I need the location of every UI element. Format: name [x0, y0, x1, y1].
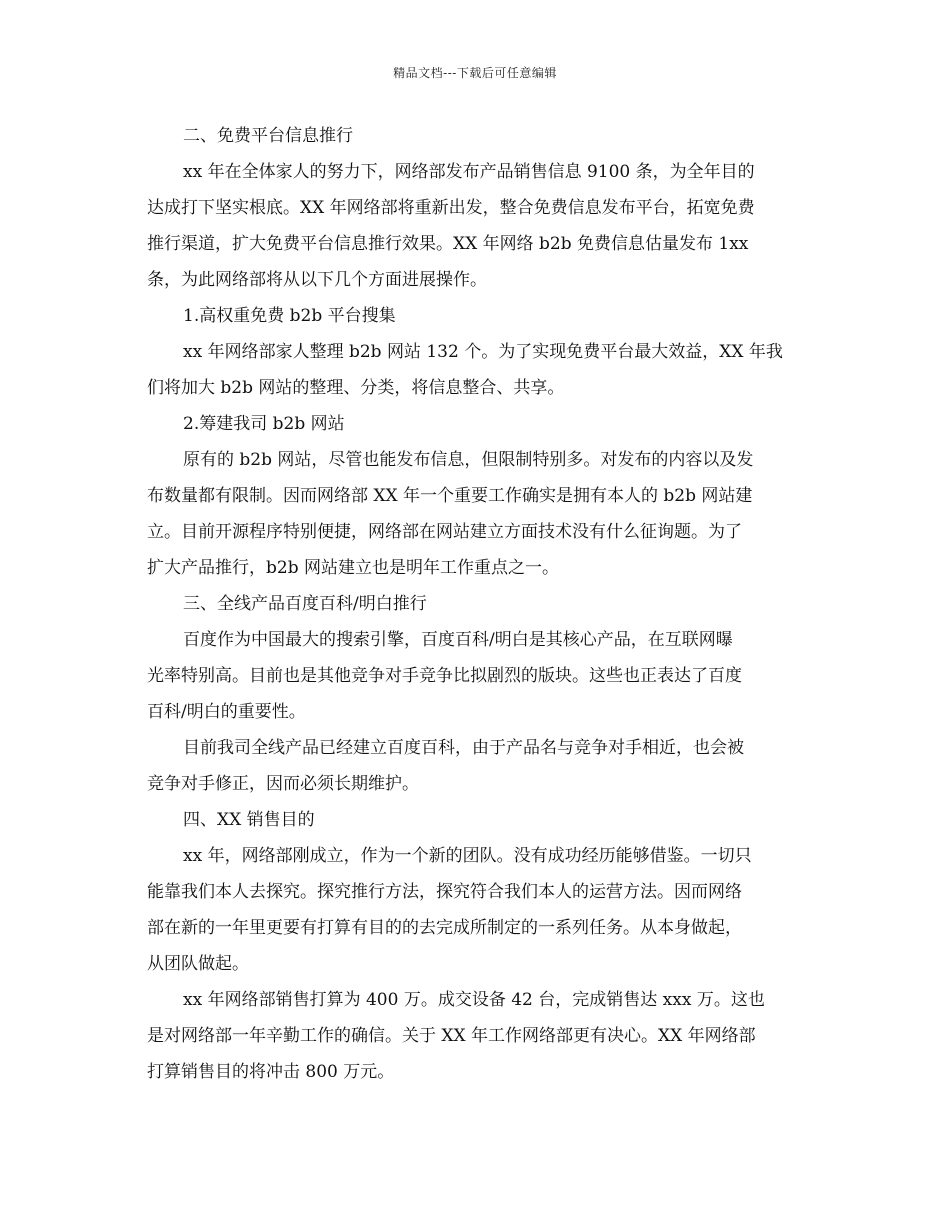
text-line: 原有的 b2b 网站，尽管也能发布信息，但限制特别多。对发布的内容以及发: [183, 450, 754, 470]
text-line: 目前我司全线产品已经建立百度百科，由于产品名与竞争对手相近，也会被: [183, 738, 744, 758]
text-line: 从团队做起。: [147, 954, 249, 974]
paragraph: [147, 442, 807, 586]
subheading-b2b-website: [147, 406, 807, 442]
text-line: 1.高权重免费 b2b 平台搜集: [183, 306, 396, 326]
paragraph: [147, 838, 807, 982]
paragraph: [147, 730, 807, 802]
paragraph: [147, 154, 807, 298]
text-line: xx 年网络部家人整理 b2b 网站 132 个。为了实现免费平台最大效益，XX 年我: [183, 342, 783, 362]
section-heading-baidu-baike: [147, 586, 807, 622]
text-line: 二、免费平台信息推行: [183, 126, 353, 146]
text-line: xx 年在全体家人的努力下，网络部发布产品销售信息 9100 条，为全年目的: [183, 162, 755, 182]
subheading-b2b-collection: [147, 298, 807, 334]
text-line: 打算销售目的将冲击 800 万元。: [147, 1062, 395, 1082]
paragraph: [147, 982, 807, 1090]
text-line: xx 年网络部销售打算为 400 万。成交设备 42 台，完成销售达 xxx 万。这也: [183, 990, 765, 1010]
section-heading-sales-target: [147, 802, 807, 838]
text-line: 竞争对手修正，因而必须长期维护。: [147, 774, 419, 794]
text-line: 光率特别高。目前也是其他竞争对手竞争比拟剧烈的版块。这些也正表达了百度: [147, 666, 742, 686]
paragraph: [147, 334, 807, 406]
text-line: 条，为此网络部将从以下几个方面进展操作。: [147, 270, 487, 290]
text-line: 扩大产品推行，b2b 网站建立也是明年工作重点之一。: [147, 558, 559, 578]
text-line: 推行渠道，扩大免费平台信息推行效果。XX 年网络 b2b 免费信息估量发布 1xx: [147, 234, 749, 254]
text-line: 们将加大 b2b 网站的整理、分类，将信息整合、共享。: [147, 378, 565, 398]
text-line: 布数量都有限制。因而网络部 XX 年一个重要工作确实是拥有本人的 b2b 网站建: [147, 486, 753, 506]
text-line: xx 年，网络部刚成立，作为一个新的团队。没有成功经历能够借鉴。一切只: [183, 846, 752, 866]
text-line: 能靠我们本人去探究。探究推行方法，探究符合我们本人的运营方法。因而网络: [147, 882, 742, 902]
page-header: 精品文档---下载后可任意编辑: [393, 66, 557, 80]
text-line: 达成打下坚实根底。XX 年网络部将重新出发，整合免费信息发布平台，拓宽免费: [147, 198, 755, 218]
text-line: 是对网络部一年辛勤工作的确信。关于 XX 年工作网络部更有决心。XX 年网络部: [147, 1026, 756, 1046]
text-line: 三、全线产品百度百科/明白推行: [183, 594, 427, 614]
text-line: 百度作为中国最大的搜索引擎，百度百科/明白是其核心产品，在互联网曝: [183, 630, 733, 650]
section-heading-free-platform: [147, 118, 807, 154]
text-line: 部在新的一年里更要有打算有目的的去完成所制定的一系列任务。从本身做起，: [147, 918, 742, 938]
text-line: 立。目前开源程序特别便捷，网络部在网站建立方面技术没有什么征询题。为了: [147, 522, 742, 542]
text-line: 四、XX 销售目的: [183, 810, 315, 830]
text-line: 百科/明白的重要性。: [147, 702, 306, 722]
document-body: [147, 118, 807, 1090]
paragraph: [147, 622, 807, 730]
text-line: 2.筹建我司 b2b 网站: [183, 414, 345, 434]
